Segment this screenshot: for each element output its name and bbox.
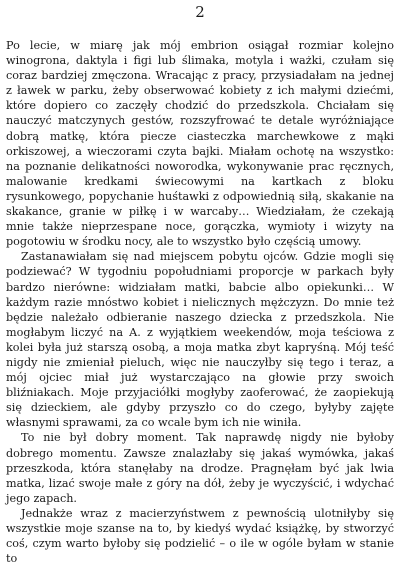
paragraph-3: To nie był dobry moment. Tak naprawdę nigdy nie byłoby dobrego momentu. Zawsze znalazłaby się jakaś wymówka, jakaś przeszkoda, która stanęłaby na drodze. Pragnęłam być jak lwia matka, lizać swoje małe z góry na dół, żeby je wyczyścić, i wdychać jego zapach. xyxy=(6,431,394,505)
paragraph-4: Jednakże wraz z macierzyństwem z pewnością ulotniłyby się wszystkie moje szanse na to, by kiedyś wydać książkę, by stworzyć coś, czym warto byłoby się podzielić – o ile w ogóle byłam w stanie to xyxy=(6,506,394,566)
paragraph-2: Zastanawiałam się nad miejscem pobytu ojców. Gdzie mogli się podziewać? W tygodniu popołudniami proporcje w parkach były bardzo nierówne: widziałam matki, babcie albo opiekunki… W każdym razie mnóstwo kobiet i nielicznych mężczyzn. Do mnie też będzie należało odbieranie naszego dziecka z przedszkola. Nie mogłabym liczyć na A. z wyjątkiem weekendów, moja teściowa z kolei była już starszą osobą, a moja matka zbyt kapryśną. Mój teść nigdy nie zmieniał pieluch, więc nie nauczyłby się tego i teraz, a mój ojciec miał już wystarczająco na głowie przy swoich bliźniakach. Moje przyjaciółki mogłyby zaoferować, że zaopiekują się dzieckiem, ale gdyby przyszło co do czego, byłyby zajęte własnymi sprawami, za co wcale bym ich nie winiła. xyxy=(6,250,394,430)
page-number: 2 xyxy=(195,3,205,21)
paragraph-1: Po lecie, w miarę jak mój embrion osiągał rozmiar kolejno winogrona, daktyla i figi lub ślimaka, motyla i ważki, czułam się coraz bardziej zmęczona. Wracając z pracy, przysiadałam na jednej z ławek w parku, żeby obserwować kobiety z ich małymi dziećmi, które dopiero co zaczęły chodzić do przedszkola. Chciałam się nauczyć matczynych gestów, rozszyfrować te detale wyróżniające dobrą matkę, która piecze ciasteczka marchewkowe z mąki orkiszowej, a wieczorami czyta bajki. Miałam ochotę na wszystko: na poznanie delikatności noworodka, wykonywanie prac ręcznych, malowanie kredkami świecowymi na kartkach z bloku rysunkowego, popychanie huśtawki z odpowiednią siłą, skakanie na skakance, granie w piłkę i w warcaby… Wiedziałam, że czekają mnie także nieprzespane noce, gorączka, wymioty i wizyty na pogotowiu w środku nocy, ale to wszystko było częścią umowy. xyxy=(6,39,394,249)
